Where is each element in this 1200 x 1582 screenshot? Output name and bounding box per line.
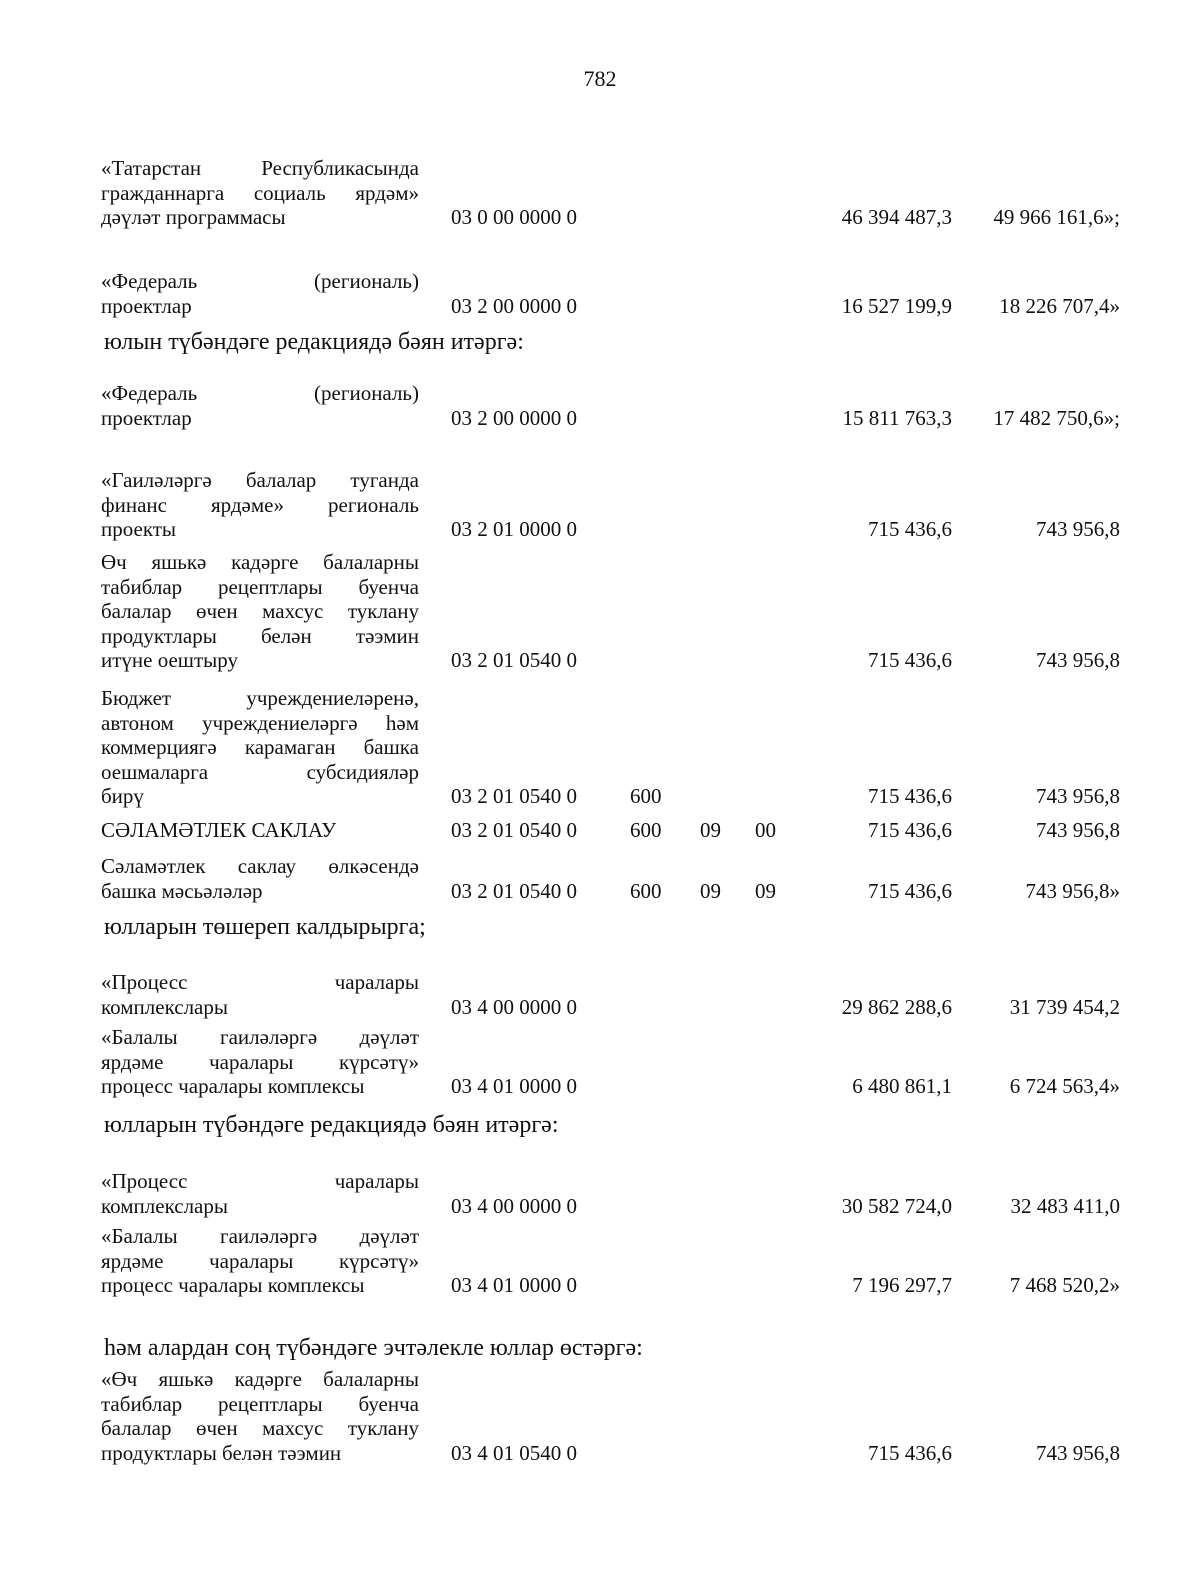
- target-article-code: 03 2 01 0540 0: [451, 784, 577, 808]
- description-line: «Гаиләләргә балалар туганда: [101, 468, 419, 492]
- description-line: «Татарстан Республикасында: [101, 156, 419, 180]
- section-code: 09: [700, 878, 721, 903]
- amount-year-1: 30 582 724,0: [841, 1193, 952, 1218]
- row-description: [101, 468, 419, 542]
- row-description: [101, 818, 419, 843]
- description-line: оешмаларга субсидияләр: [101, 759, 419, 784]
- row-description: [101, 156, 419, 230]
- description-line: «Процесс чаралары: [101, 970, 419, 994]
- amount-year-1: 715 436,6: [868, 517, 952, 541]
- description-line: проектлар: [101, 405, 192, 430]
- target-article-code: 03 4 00 0000 0: [451, 994, 577, 1019]
- page-number: 782: [583, 66, 617, 91]
- target-article-code: 03 2 01 0540 0: [451, 878, 577, 903]
- row-description: [101, 854, 419, 903]
- description-line: финанс ярдәме» региональ: [101, 492, 419, 517]
- target-article-code: 03 4 01 0000 0: [451, 1273, 577, 1297]
- target-article-code: 03 4 00 0000 0: [451, 1193, 577, 1218]
- amount-year-1: 16 527 199,9: [841, 293, 952, 318]
- amount-year-2: 6 724 563,4»: [1009, 1074, 1120, 1098]
- amount-year-2: 743 956,8: [1036, 648, 1120, 672]
- amendment-instruction: юлын түбәндәге редакциядә бәян итәргә:: [104, 329, 524, 355]
- amendment-instruction: юлларын төшереп калдырырга;: [104, 914, 426, 940]
- subsection-code: 09: [755, 878, 776, 903]
- description-line: продуктлары белән тәэмин: [101, 623, 419, 648]
- description-line: «Процесс чаралары: [101, 1169, 419, 1193]
- amount-year-2: 18 226 707,4»: [999, 293, 1120, 318]
- target-article-code: 03 2 01 0540 0: [451, 648, 577, 672]
- amendment-instruction: юлларын түбәндәге редакциядә бәян итәргә:: [104, 1112, 559, 1138]
- amount-year-2: 31 739 454,2: [1009, 994, 1120, 1019]
- subsection-code: 00: [755, 818, 776, 842]
- description-line: ярдәме чаралары күрсәтү»: [101, 1248, 419, 1273]
- target-article-code: 03 2 01 0540 0: [451, 818, 577, 842]
- description-line: бирү: [101, 784, 144, 808]
- amount-year-2: 743 956,8: [1036, 784, 1120, 808]
- amount-year-1: 6 480 861,1: [852, 1074, 952, 1098]
- description-line: комплекслары: [101, 1193, 228, 1218]
- row-description: [101, 1169, 419, 1218]
- description-line: балалар өчен махсус туклану: [101, 599, 419, 623]
- description-line: проекты: [101, 517, 177, 541]
- target-article-code: 03 4 01 0000 0: [451, 1074, 577, 1098]
- amount-year-1: 15 811 763,3: [842, 405, 952, 430]
- description-line: дәүләт программасы: [101, 205, 286, 229]
- description-line: итүне оештыру: [101, 648, 238, 672]
- amount-year-1: 7 196 297,7: [852, 1273, 952, 1297]
- row-description: [101, 269, 419, 318]
- description-line: коммерциягә карамаган башка: [101, 735, 419, 759]
- description-line: «Балалы гаиләләргә дәүләт: [101, 1224, 419, 1248]
- amount-year-1: 46 394 487,3: [841, 205, 952, 229]
- amount-year-2: 32 483 411,0: [1010, 1193, 1120, 1218]
- description-line: автоном учреждениеләргә һәм: [101, 710, 419, 735]
- target-article-code: 03 2 00 0000 0: [451, 293, 577, 318]
- target-article-code: 03 2 01 0000 0: [451, 517, 577, 541]
- description-line: башка мәсьәләләр: [101, 878, 263, 903]
- row-description: [101, 550, 419, 673]
- expense-type-code: 600: [630, 818, 662, 842]
- amount-year-2: 743 956,8: [1036, 1440, 1120, 1465]
- description-line: ярдәме чаралары күрсәтү»: [101, 1049, 419, 1074]
- row-description: [101, 970, 419, 1019]
- description-line: процесс чаралары комплексы: [101, 1273, 365, 1297]
- row-description: [101, 1025, 419, 1099]
- row-description: [101, 1224, 419, 1298]
- description-line: продуктлары белән тәэмин: [101, 1440, 342, 1465]
- row-description: [101, 381, 419, 430]
- amount-year-1: 715 436,6: [868, 818, 952, 842]
- target-article-code: 03 2 00 0000 0: [451, 405, 577, 430]
- row-description: [101, 1367, 419, 1465]
- description-line: «Балалы гаиләләргә дәүләт: [101, 1025, 419, 1049]
- expense-type-code: 600: [630, 784, 662, 808]
- description-line: СӘЛАМӘТЛЕК САКЛАУ: [101, 818, 337, 842]
- description-line: Өч яшькә кадәрге балаларны: [101, 550, 419, 574]
- description-line: балалар өчен махсус туклану: [101, 1416, 419, 1440]
- amount-year-2: 17 482 750,6»;: [993, 405, 1120, 430]
- description-line: гражданнарга социаль ярдәм»: [101, 180, 419, 205]
- amount-year-2: 743 956,8»: [1025, 878, 1120, 903]
- expense-type-code: 600: [630, 878, 662, 903]
- amount-year-2: 7 468 520,2»: [1009, 1273, 1120, 1297]
- description-line: «Өч яшькә кадәрге балаларны: [101, 1367, 419, 1391]
- description-line: табиблар рецептлары буенча: [101, 1391, 419, 1416]
- row-description: [101, 686, 419, 809]
- description-line: Бюджет учреждениеләренә,: [101, 686, 419, 710]
- amount-year-2: 743 956,8: [1036, 818, 1120, 842]
- description-line: «Федераль (региональ): [101, 381, 419, 405]
- description-line: комплекслары: [101, 994, 228, 1019]
- amount-year-2: 743 956,8: [1036, 517, 1120, 541]
- amount-year-1: 715 436,6: [868, 1440, 952, 1465]
- amount-year-1: 715 436,6: [868, 878, 952, 903]
- description-line: табиблар рецептлары буенча: [101, 574, 419, 599]
- amount-year-1: 715 436,6: [868, 784, 952, 808]
- amount-year-2: 49 966 161,6»;: [993, 205, 1120, 229]
- target-article-code: 03 4 01 0540 0: [451, 1440, 577, 1465]
- target-article-code: 03 0 00 0000 0: [451, 205, 577, 229]
- description-line: проектлар: [101, 293, 192, 318]
- description-line: процесс чаралары комплексы: [101, 1074, 365, 1098]
- amendment-instruction: һәм алардан соң түбәндәге эчтәлекле юллар өстәргә:: [104, 1335, 643, 1361]
- section-code: 09: [700, 818, 721, 842]
- description-line: «Федераль (региональ): [101, 269, 419, 293]
- description-line: Сәламәтлек саклау өлкәсендә: [101, 854, 419, 878]
- amount-year-1: 29 862 288,6: [841, 994, 952, 1019]
- amount-year-1: 715 436,6: [868, 648, 952, 672]
